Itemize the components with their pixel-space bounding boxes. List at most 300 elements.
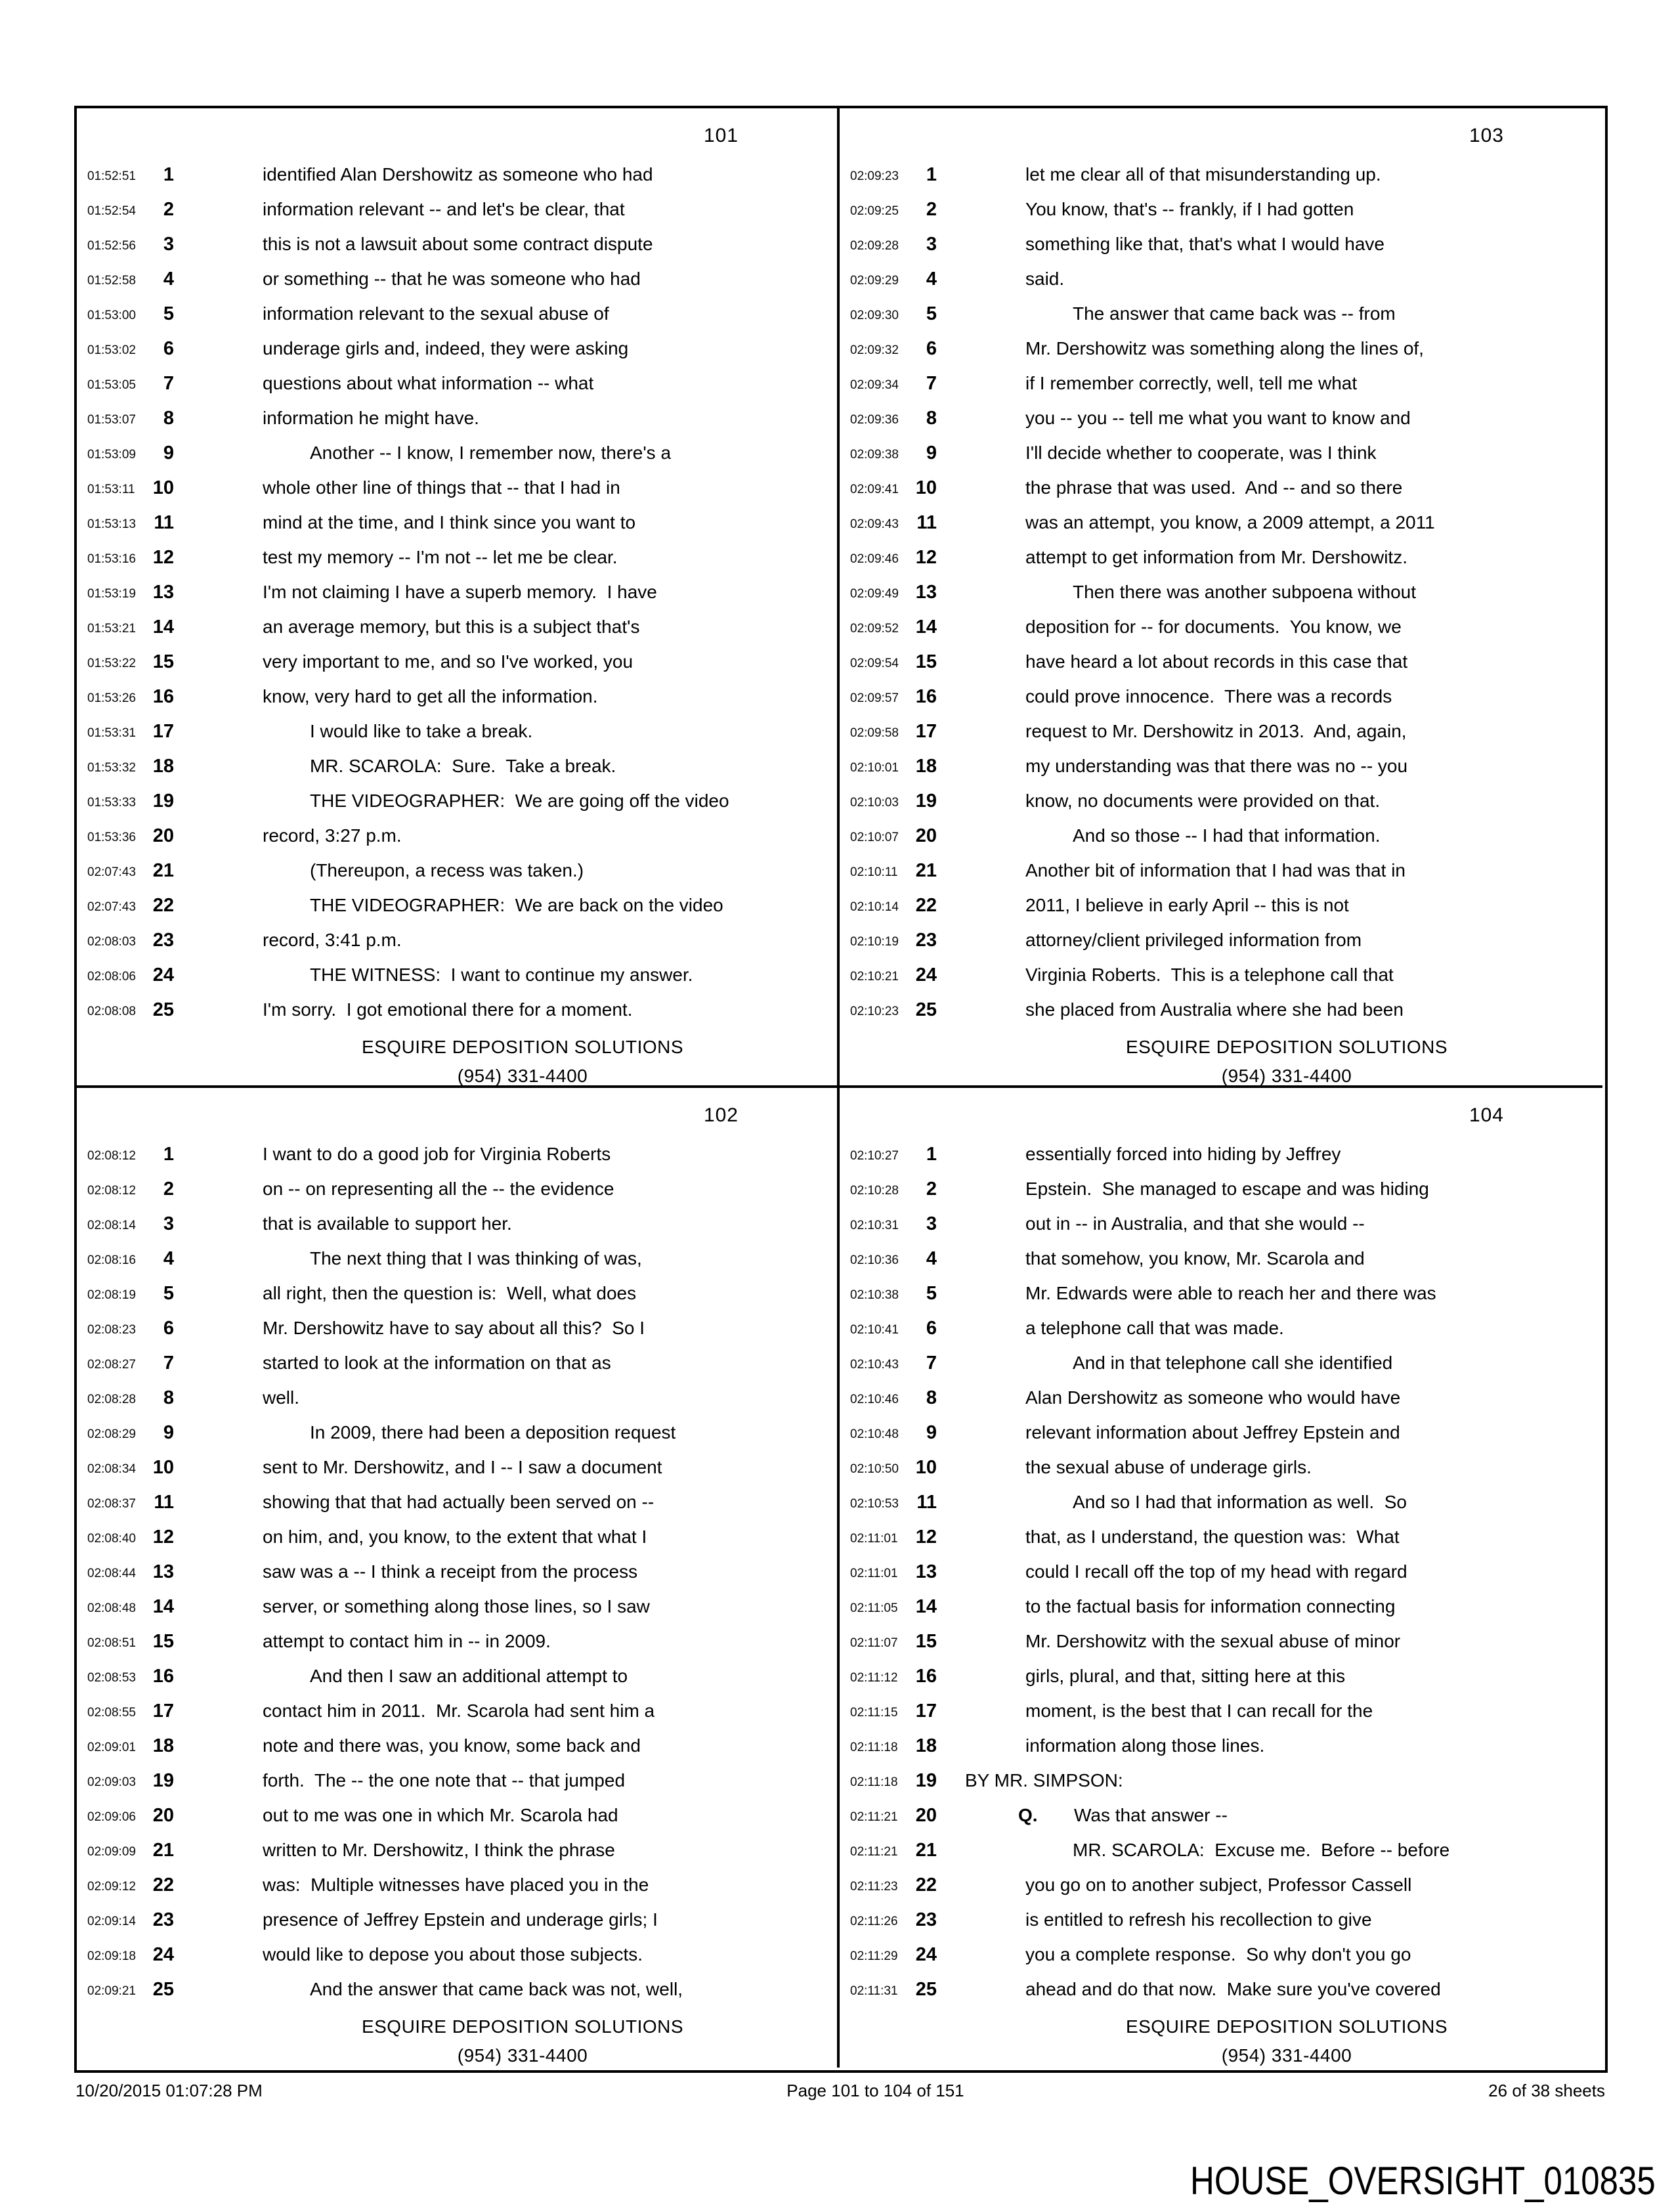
line-text: is entitled to refresh his recollection to give: [1025, 1909, 1372, 1930]
timestamp: 02:11:18: [850, 1741, 898, 1754]
transcript-line: [77, 1317, 837, 1352]
timestamp: 02:11:31: [850, 1984, 898, 1998]
transcript-page: [77, 108, 840, 1088]
line-number: 9: [926, 443, 937, 464]
transcript-line: [840, 1700, 1602, 1735]
transcript-line: [840, 198, 1602, 233]
line-text: I'll decide whether to cooperate, was I think: [1025, 443, 1377, 463]
transcript-line: [840, 1143, 1602, 1178]
line-number: 25: [152, 999, 174, 1020]
timestamp: 02:08:12: [87, 1184, 136, 1198]
line-text: was: Multiple witnesses have placed you in the: [263, 1875, 649, 1895]
reporter-phone: (954) 331-4400: [1221, 1066, 1352, 1086]
transcript-line: [840, 1317, 1602, 1352]
line-text: that somehow, you know, Mr. Scarola and: [1025, 1248, 1365, 1269]
timestamp: 02:08:44: [87, 1567, 136, 1580]
line-number: 22: [152, 895, 174, 916]
timestamp: 02:09:12: [87, 1880, 136, 1894]
transcript-line: [77, 616, 837, 651]
timestamp: 02:10:01: [850, 761, 899, 775]
transcript-line: [77, 1839, 837, 1874]
transcript-line: [77, 894, 837, 929]
transcript-grid: [74, 106, 1608, 2073]
line-number: 17: [152, 1701, 174, 1722]
timestamp: 02:11:05: [850, 1601, 898, 1615]
line-text: And then I saw an additional attempt to: [310, 1666, 628, 1686]
line-number: 17: [915, 1701, 937, 1722]
sheet-count: 26 of 38 sheets: [1488, 2081, 1605, 2100]
line-text: note and there was, you know, some back and: [263, 1735, 641, 1756]
line-number: 10: [915, 477, 937, 498]
line-number: 8: [163, 1387, 174, 1408]
line-text-body: Was that answer --: [1074, 1805, 1228, 1825]
line-number: 19: [152, 1770, 174, 1791]
timestamp: 02:09:29: [850, 274, 899, 288]
transcript-line: [840, 1561, 1602, 1595]
transcript-line: [77, 825, 837, 859]
line-number: 5: [163, 1283, 174, 1304]
line-number: 23: [915, 930, 937, 951]
line-number: 6: [163, 338, 174, 359]
timestamp: 01:53:21: [87, 622, 136, 636]
timestamp: 01:53:22: [87, 657, 136, 670]
line-text: Mr. Dershowitz with the sexual abuse of minor: [1025, 1631, 1401, 1651]
transcript-line: [77, 337, 837, 372]
line-number: 5: [926, 303, 937, 324]
timestamp: 02:10:46: [850, 1393, 899, 1406]
timestamp: 02:10:36: [850, 1253, 899, 1267]
line-text: this is not a lawsuit about some contract dispute: [263, 234, 653, 254]
line-text: I want to do a good job for Virginia Roberts: [263, 1144, 611, 1164]
timestamp: 02:09:14: [87, 1915, 136, 1928]
line-number: 3: [163, 1213, 174, 1234]
line-text: deposition for -- for documents. You know, we: [1025, 617, 1402, 637]
timestamp: 02:08:27: [87, 1358, 136, 1372]
line-text: MR. SCAROLA: Sure. Take a break.: [310, 756, 616, 776]
line-text: The next thing that I was thinking of was,: [310, 1248, 642, 1269]
line-text: request to Mr. Dershowitz in 2013. And, again,: [1025, 721, 1407, 741]
line-text: test my memory -- I'm not -- let me be clear.: [263, 547, 618, 567]
line-number: 24: [915, 965, 937, 986]
transcript-lines: [840, 1143, 1602, 2013]
line-text: information he might have.: [263, 408, 479, 428]
line-text: you a complete response. So why don't you go: [1025, 1944, 1411, 1964]
timestamp: 01:53:31: [87, 726, 136, 740]
line-number: 1: [163, 1144, 174, 1165]
transcript-line: [77, 1595, 837, 1630]
timestamp: 01:53:16: [87, 552, 136, 566]
timestamp: 01:53:09: [87, 448, 136, 462]
line-number: 7: [163, 1353, 174, 1374]
transcript-lines: [840, 163, 1602, 1033]
line-number: 13: [915, 582, 937, 603]
line-number: 9: [163, 1422, 174, 1443]
reporter-name: ESQUIRE DEPOSITION SOLUTIONS: [361, 1037, 684, 1057]
line-text: I'm not claiming I have a superb memory. I have: [263, 582, 657, 602]
line-number: 21: [915, 1840, 937, 1861]
transcript-line: [840, 1665, 1602, 1700]
timestamp: 02:10:53: [850, 1497, 899, 1511]
timestamp: 02:09:57: [850, 691, 899, 705]
line-text: sent to Mr. Dershowitz, and I -- I saw a document: [263, 1457, 662, 1477]
line-text: showing that that had actually been served on --: [263, 1492, 655, 1512]
timestamp: 02:09:23: [850, 169, 899, 183]
line-text: forth. The -- the one note that -- that jumped: [263, 1770, 626, 1790]
transcript-line: [77, 1665, 837, 1700]
line-number: 2: [163, 1179, 174, 1200]
line-number: 9: [926, 1422, 937, 1443]
line-number: 16: [915, 1666, 937, 1687]
timestamp: 02:09:30: [850, 309, 899, 322]
transcript-page: [77, 1088, 840, 2068]
line-text: Alan Dershowitz as someone who would have: [1025, 1387, 1401, 1408]
line-number: 18: [152, 1735, 174, 1756]
line-text: The answer that came back was -- from: [1073, 303, 1396, 324]
line-text: or something -- that he was someone who had: [263, 269, 641, 289]
timestamp: 01:53:02: [87, 343, 136, 357]
transcript-line: [77, 372, 837, 407]
line-text: record, 3:27 p.m.: [263, 825, 402, 846]
line-number: 20: [915, 1805, 937, 1826]
line-number: 15: [915, 1631, 937, 1652]
transcript-line: [840, 233, 1602, 268]
transcript-line: [840, 1769, 1602, 1804]
reporter-phone: (954) 331-4400: [457, 1066, 588, 1086]
line-text: girls, plural, and that, sitting here at this: [1025, 1666, 1346, 1686]
line-text: could I recall off the top of my head with regard: [1025, 1561, 1407, 1582]
transcript-line: [840, 477, 1602, 511]
line-text: that is available to support her.: [263, 1213, 512, 1234]
timestamp: 01:53:33: [87, 796, 136, 810]
line-text: And so I had that information as well. So: [1073, 1492, 1407, 1512]
line-text: MR. SCAROLA: Excuse me. Before -- before: [1073, 1840, 1450, 1860]
line-number: 10: [915, 1457, 937, 1478]
timestamp: 02:10:11: [850, 865, 898, 879]
timestamp: 02:09:49: [850, 587, 899, 601]
line-text: I'm sorry. I got emotional there for a moment.: [263, 999, 633, 1020]
line-text: something like that, that's what I would have: [1025, 234, 1384, 254]
line-text: out in -- in Australia, and that she would --: [1025, 1213, 1365, 1234]
timestamp: 02:10:48: [850, 1427, 899, 1441]
timestamp: 02:07:43: [87, 865, 136, 879]
transcript-line: [840, 964, 1602, 999]
line-text: attorney/client privileged information from: [1025, 930, 1362, 950]
line-text: information relevant to the sexual abuse of: [263, 303, 609, 324]
line-text: whole other line of things that -- that I had in: [263, 477, 620, 498]
line-number: 12: [915, 547, 937, 568]
transcript-line: [840, 163, 1602, 198]
timestamp: 02:08:19: [87, 1288, 136, 1302]
line-number: 20: [152, 1805, 174, 1826]
reporter-name: ESQUIRE DEPOSITION SOLUTIONS: [1125, 2016, 1448, 2037]
transcript-line: [77, 1978, 837, 2013]
page-number: 101: [703, 125, 739, 146]
print-timestamp: 10/20/2015 01:07:28 PM: [75, 2081, 263, 2100]
timestamp: 02:09:03: [87, 1775, 136, 1789]
line-number: 16: [915, 686, 937, 707]
line-text: And the answer that came back was not, well,: [310, 1979, 683, 1999]
question-marker: Q.: [1018, 1805, 1038, 1825]
timestamp: 02:08:23: [87, 1323, 136, 1337]
line-number: 15: [152, 651, 174, 672]
timestamp: 01:53:11: [87, 483, 135, 496]
timestamp: 02:11:07: [850, 1636, 898, 1650]
transcript-line: [840, 1978, 1602, 2013]
timestamp: 02:10:50: [850, 1462, 899, 1476]
transcript-line: [77, 1387, 837, 1421]
timestamp: 02:10:07: [850, 831, 899, 844]
timestamp: 02:11:29: [850, 1949, 898, 1963]
line-text: Mr. Dershowitz was something along the lines of,: [1025, 338, 1424, 358]
transcript-line: [77, 1456, 837, 1491]
page-number: 102: [703, 1104, 739, 1126]
line-number: 17: [915, 721, 937, 742]
timestamp: 02:11:21: [850, 1810, 898, 1824]
line-text: mind at the time, and I think since you want to: [263, 512, 636, 532]
page-number: 104: [1469, 1104, 1504, 1126]
reporter-name: ESQUIRE DEPOSITION SOLUTIONS: [1125, 1037, 1448, 1057]
line-text: to the factual basis for information connecting: [1025, 1596, 1396, 1616]
line-text: Another bit of information that I had was that in: [1025, 860, 1406, 880]
line-text: would like to depose you about those subjects.: [263, 1944, 643, 1964]
transcript-line: [77, 407, 837, 442]
line-number: 18: [915, 1735, 937, 1756]
line-number: 18: [915, 756, 937, 777]
line-text: attempt to contact him in -- in 2009.: [263, 1631, 551, 1651]
line-text: out to me was one in which Mr. Scarola had: [263, 1805, 618, 1825]
transcript-line: [77, 442, 837, 477]
line-text: information along those lines.: [1025, 1735, 1265, 1756]
line-text: Mr. Dershowitz have to say about all this? So I: [263, 1318, 645, 1338]
line-number: 13: [915, 1561, 937, 1582]
line-number: 13: [152, 1561, 174, 1582]
timestamp: 02:08:03: [87, 935, 136, 949]
line-number: 6: [926, 338, 937, 359]
line-number: 19: [915, 791, 937, 812]
line-text: contact him in 2011. Mr. Scarola had sent him a: [263, 1701, 655, 1721]
line-number: 15: [152, 1631, 174, 1652]
line-number: 21: [152, 860, 174, 881]
line-number: 23: [152, 930, 174, 951]
line-text: started to look at the information on that as: [263, 1353, 611, 1373]
line-number: 1: [926, 1144, 937, 1165]
line-number: 6: [926, 1318, 937, 1339]
transcript-lines: [77, 163, 837, 1033]
transcript-line: [840, 1526, 1602, 1561]
line-number: 4: [163, 269, 174, 290]
timestamp: 02:10:19: [850, 935, 899, 949]
line-number: 3: [163, 234, 174, 255]
transcript-line: [77, 1943, 837, 1978]
line-number: 4: [926, 1248, 937, 1269]
line-number: 16: [152, 1666, 174, 1687]
transcript-line: [840, 999, 1602, 1033]
line-number: 23: [152, 1909, 174, 1930]
line-text: said.: [1025, 269, 1065, 289]
line-text: written to Mr. Dershowitz, I think the phrase: [263, 1840, 615, 1860]
line-number: 5: [926, 1283, 937, 1304]
transcript-line: [77, 720, 837, 755]
timestamp: 02:08:12: [87, 1149, 136, 1163]
transcript-line: [77, 1630, 837, 1665]
line-number: 10: [152, 1457, 174, 1478]
transcript-line: [840, 372, 1602, 407]
timestamp: 02:08:28: [87, 1393, 136, 1406]
line-text: on him, and, you know, to the extent that what I: [263, 1527, 647, 1547]
transcript-line: [77, 790, 837, 825]
timestamp: 02:08:08: [87, 1005, 136, 1018]
timestamp: 02:09:46: [850, 552, 899, 566]
transcript-line: [77, 1735, 837, 1769]
timestamp: 02:08:34: [87, 1462, 136, 1476]
line-text: Then there was another subpoena without: [1073, 582, 1417, 602]
line-text: I would like to take a break.: [310, 721, 533, 741]
line-number: 12: [915, 1527, 937, 1548]
timestamp: 02:09:43: [850, 517, 899, 531]
line-text: if I remember correctly, well, tell me what: [1025, 373, 1358, 393]
timestamp: 02:10:41: [850, 1323, 899, 1337]
transcript-line: [840, 1387, 1602, 1421]
line-number: 2: [163, 199, 174, 220]
line-number: 3: [926, 234, 937, 255]
transcript-line: [840, 1943, 1602, 1978]
line-number: 22: [915, 895, 937, 916]
timestamp: 02:11:12: [850, 1671, 898, 1685]
transcript-line: [840, 1421, 1602, 1456]
timestamp: 02:09:32: [850, 343, 899, 357]
line-text: well.: [263, 1387, 300, 1408]
transcript-line: [840, 1874, 1602, 1909]
transcript-line: [840, 755, 1602, 790]
transcript-line: [840, 1178, 1602, 1213]
line-text: was an attempt, you know, a 2009 attempt, a 2011: [1025, 512, 1435, 532]
transcript-line: [77, 1804, 837, 1839]
transcript-line: [77, 685, 837, 720]
transcript-line: [840, 546, 1602, 581]
line-number: 2: [926, 199, 937, 220]
timestamp: 01:53:26: [87, 691, 136, 705]
line-number: 18: [152, 756, 174, 777]
timestamp: 02:09:38: [850, 448, 899, 462]
line-text: In 2009, there had been a deposition request: [310, 1422, 676, 1442]
timestamp: 02:09:09: [87, 1845, 136, 1859]
line-number: 8: [163, 408, 174, 429]
line-number: 13: [152, 582, 174, 603]
timestamp: 02:11:18: [850, 1775, 898, 1789]
transcript-line: [77, 755, 837, 790]
transcript-line: [840, 1352, 1602, 1387]
line-number: 11: [154, 1492, 174, 1513]
transcript-line: [840, 1491, 1602, 1526]
line-text: 2011, I believe in early April -- this is not: [1025, 895, 1349, 915]
line-text: you -- you -- tell me what you want to know and: [1025, 408, 1411, 428]
line-text: you go on to another subject, Professor Cassell: [1025, 1875, 1412, 1895]
timestamp: 02:10:21: [850, 970, 899, 984]
page-range: Page 101 to 104 of 151: [786, 2081, 964, 2100]
transcript-line: [77, 303, 837, 337]
line-number: 7: [926, 373, 937, 394]
transcript-line: [77, 859, 837, 894]
timestamp: 02:11:21: [850, 1845, 898, 1859]
transcript-line: [840, 1213, 1602, 1247]
line-number: 5: [163, 303, 174, 324]
transcript-line: [77, 268, 837, 303]
transcript-line: [77, 233, 837, 268]
timestamp: 02:08:06: [87, 970, 136, 984]
line-number: 22: [152, 1875, 174, 1896]
timestamp: 02:08:48: [87, 1601, 136, 1615]
line-text: record, 3:41 p.m.: [263, 930, 402, 950]
line-number: 11: [154, 512, 174, 533]
timestamp: 02:08:29: [87, 1427, 136, 1441]
transcript-line: [840, 511, 1602, 546]
timestamp: 02:08:40: [87, 1532, 136, 1546]
transcript-page: [840, 1088, 1602, 2068]
timestamp: 02:08:14: [87, 1219, 136, 1232]
line-text: the phrase that was used. And -- and so there: [1025, 477, 1403, 498]
timestamp: 02:10:43: [850, 1358, 899, 1372]
timestamp: 02:09:58: [850, 726, 899, 740]
line-number: 25: [915, 999, 937, 1020]
transcript-line: [77, 1526, 837, 1561]
transcript-line: [77, 999, 837, 1033]
line-text: Another -- I know, I remember now, there's a: [310, 443, 672, 463]
line-number: 10: [152, 477, 174, 498]
line-number: 9: [163, 443, 174, 464]
timestamp: 02:09:41: [850, 483, 899, 496]
transcript-line: [840, 1735, 1602, 1769]
timestamp: 02:07:43: [87, 900, 136, 914]
timestamp: 02:09:18: [87, 1949, 136, 1963]
line-text: identified Alan Dershowitz as someone who had: [263, 164, 653, 184]
line-text: moment, is the best that I can recall for the: [1025, 1701, 1373, 1721]
line-text: very important to me, and so I've worked, you: [263, 651, 633, 672]
line-text: all right, then the question is: Well, what does: [263, 1283, 637, 1303]
transcript-line: [840, 1456, 1602, 1491]
line-number: 2: [926, 1179, 937, 1200]
transcript-line: [840, 1595, 1602, 1630]
timestamp: 02:11:23: [850, 1880, 898, 1894]
timestamp: 02:08:37: [87, 1497, 136, 1511]
timestamp: 01:53:36: [87, 831, 136, 844]
line-text: relevant information about Jeffrey Epstein and: [1025, 1422, 1400, 1442]
line-number: 25: [152, 1979, 174, 2000]
transcript-line: [77, 1213, 837, 1247]
line-text: And in that telephone call she identified: [1073, 1353, 1393, 1373]
transcript-line: [77, 651, 837, 685]
transcript-line: [840, 1282, 1602, 1317]
transcript-line: [840, 825, 1602, 859]
line-number: 7: [163, 373, 174, 394]
timestamp: 02:08:55: [87, 1706, 136, 1720]
line-number: 17: [152, 721, 174, 742]
transcript-line: [840, 337, 1602, 372]
line-text: ahead and do that now. Make sure you've covered: [1025, 1979, 1441, 1999]
line-number: 8: [926, 408, 937, 429]
line-text: BY MR. SIMPSON:: [965, 1770, 1123, 1790]
transcript-line: [840, 720, 1602, 755]
timestamp: 02:09:01: [87, 1741, 136, 1754]
line-text: server, or something along those lines, so I saw: [263, 1596, 650, 1616]
transcript-line: [840, 894, 1602, 929]
timestamp: 02:09:34: [850, 378, 899, 392]
transcript-line: [77, 1874, 837, 1909]
line-text: essentially forced into hiding by Jeffrey: [1025, 1144, 1341, 1164]
line-text: an average memory, but this is a subject that's: [263, 617, 640, 637]
timestamp: 02:10:03: [850, 796, 899, 810]
transcript-line: [840, 929, 1602, 964]
line-text: Virginia Roberts. This is a telephone call that: [1025, 965, 1394, 985]
